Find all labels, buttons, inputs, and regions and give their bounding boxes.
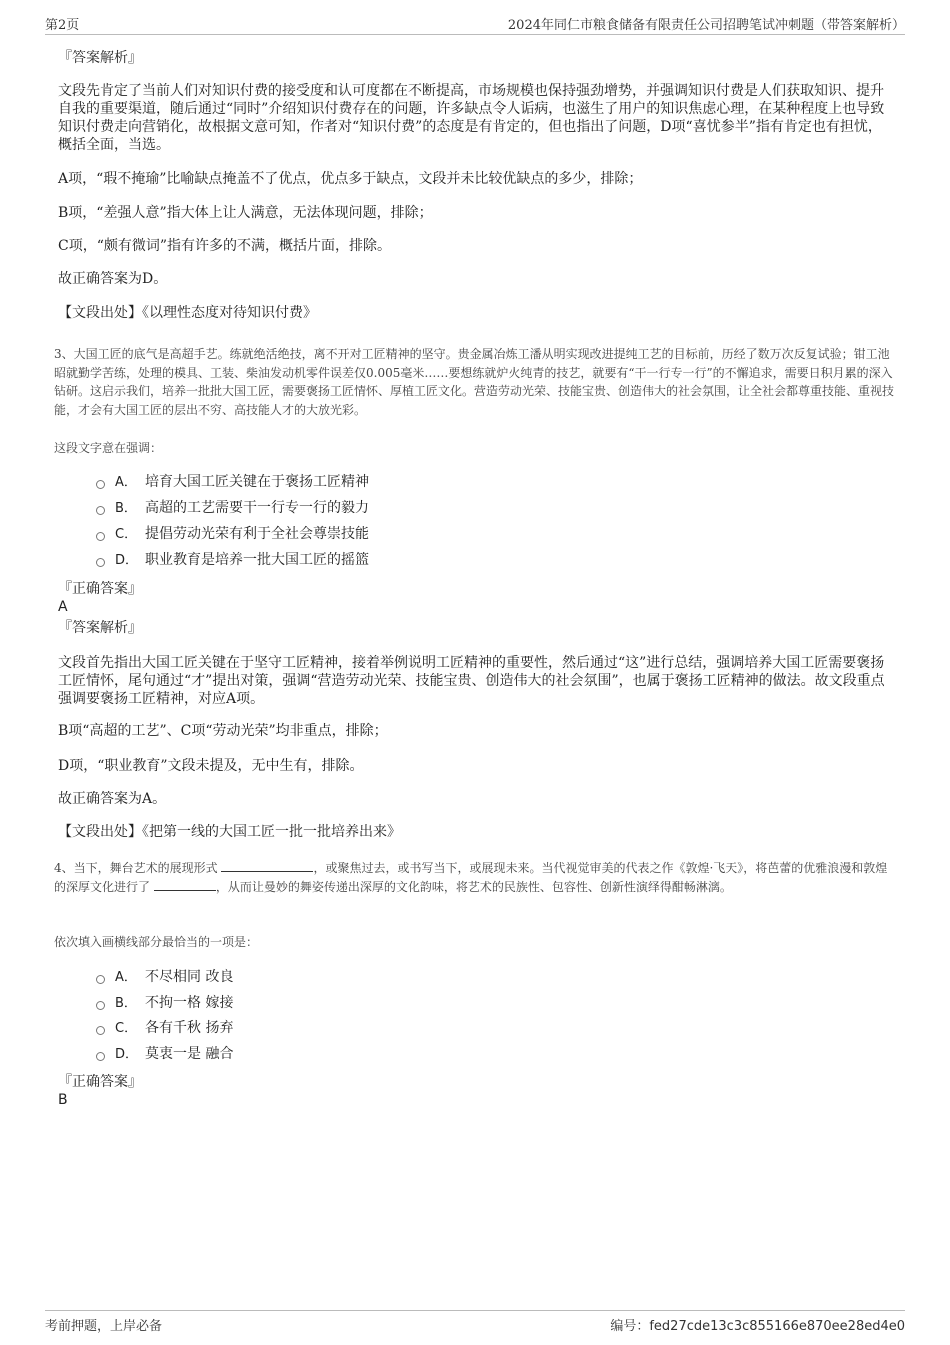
- q4-option-b[interactable]: B． 不拘一格 嫁接: [96, 994, 233, 1013]
- radio-icon[interactable]: [96, 480, 105, 489]
- q2-analysis-c: C项，“颇有微词”指有许多的不满，概括片面，排除。: [58, 238, 392, 254]
- q3-analysis-paragraph: 文段首先指出大国工匠关键在于坚守工匠精神，接着举例说明工匠精神的重要性，然后通过“这”进行总结，强调培养大国工匠需要褒扬工匠情怀，尾句通过“才”提出对策，强调“营造劳动光荣、技能宝贵、创造伟大的社会氛围”，也属于褒扬工匠精神的做法。故文段重点强调要褒扬工匠精神，对应A项。: [58, 655, 885, 707]
- q3-source: 【文段出处】《把第一线的大国工匠一批一批培养出来》: [58, 824, 401, 840]
- page-footer: [45, 1310, 905, 1335]
- footer-slogan: 考前押题，上岸必备: [45, 1319, 163, 1334]
- q2-source: 【文段出处】《以理性态度对待知识付费》: [58, 305, 317, 321]
- q3-option-c[interactable]: C． 提倡劳动光荣有利于全社会尊崇技能: [96, 525, 369, 544]
- q3-conclusion: 故正确答案为A。: [58, 791, 167, 807]
- q3-analysis-d: D项，“职业教育”文段未提及，无中生有，排除。: [58, 758, 364, 774]
- radio-icon[interactable]: [96, 558, 105, 567]
- q4-option-c[interactable]: C． 各有千秋 扬弃: [96, 1019, 233, 1038]
- document-title: 2024年同仁市粮食储备有限责任公司招聘笔试冲刺题（带答案解析）: [507, 18, 905, 33]
- q4-answer: B: [58, 1092, 68, 1108]
- q3-answer-label: 『正确答案』: [58, 581, 142, 597]
- radio-icon[interactable]: [96, 1001, 105, 1010]
- q3-answer: A: [58, 599, 68, 615]
- q3-option-a[interactable]: A． 培育大国工匠关键在于褒扬工匠精神: [96, 473, 369, 492]
- fill-blank-2[interactable]: [154, 878, 216, 891]
- page-number: 第2页: [45, 18, 80, 33]
- page-header: [45, 14, 905, 35]
- q3-analysis-label: 『答案解析』: [58, 620, 142, 636]
- q4-question: 依次填入画横线部分最恰当的一项是：: [54, 935, 259, 949]
- radio-icon[interactable]: [96, 506, 105, 515]
- radio-icon[interactable]: [96, 1026, 105, 1035]
- q3-stem: 3、大国工匠的底气是高超手艺。练就绝活绝技，离不开对工匠精神的坚守。贵金属冶炼工潘从明实现改进提纯工艺的目标前，历经了数万次反复试验；钳工池昭就勤学苦练，处理的模具、工装、柴油发动机零件误差仅0.005毫米……要想练就炉火纯青的技艺，就要有“干一行专一行”的不懈追求，需要日积月累的深入钻研。这启示我们，培养一批批大国工匠，需要褒扬工匠情怀、厚植工匠文化。营造劳动光荣、技能宝贵、创造伟大的社会氛围，让全社会都尊重技能、重视技能，才会有大国工匠的层出不穷、高技能人才的大放光彩。: [54, 347, 895, 417]
- q4-option-d[interactable]: D． 莫衷一是 融合: [96, 1045, 233, 1064]
- q2-analysis-a: A项，“瑕不掩瑜”比喻缺点掩盖不了优点，优点多于缺点，文段并未比较优缺点的多少，排除；: [58, 171, 643, 187]
- q4-stem: 4、当下，舞台艺术的展现形式 ，或聚焦过去，或书写当下，或展现未来。当代视觉审美的代表之作《敦煌·飞天》，将芭蕾的优雅浪漫和敦煌的深厚文化进行了 ，从而让曼妙的舞姿传递出深厚的文化韵味，将艺术的民族性、包容性、创新性演绎得酣畅淋漓。: [54, 861, 888, 894]
- footer-code: 编号：fed27cde13c3c855166e870ee28ed4e0: [610, 1319, 905, 1334]
- radio-icon[interactable]: [96, 1052, 105, 1061]
- q4-option-a[interactable]: A． 不尽相同 改良: [96, 968, 233, 987]
- q2-conclusion: 故正确答案为D。: [58, 271, 168, 287]
- radio-icon[interactable]: [96, 975, 105, 984]
- q3-question: 这段文字意在强调：: [54, 441, 163, 455]
- q2-analysis-paragraph: 文段先肯定了当前人们对知识付费的接受度和认可度都在不断提高，市场规模也保持强劲增势，并强调知识付费是人们获取知识、提升自我的重要渠道，随后通过“同时”介绍知识付费存在的问题，许多缺点令人诟病，也滋生了用户的知识焦虑心理，在某种程度上也导致知识付费走向营销化，故根据文意可知，作者对“知识付费”的态度是有肯定的，但也指出了问题，D项“喜忧参半”指有肯定也有担忧，概括全面，当选。: [58, 83, 885, 153]
- q3-option-b[interactable]: B． 高超的工艺需要干一行专一行的毅力: [96, 499, 369, 518]
- q4-answer-label: 『正确答案』: [58, 1074, 142, 1090]
- radio-icon[interactable]: [96, 532, 105, 541]
- q3-analysis-bc: B项“高超的工艺”、C项“劳动光荣”均非重点，排除；: [58, 723, 388, 739]
- q3-option-d[interactable]: D． 职业教育是培养一批大国工匠的摇篮: [96, 551, 369, 570]
- q2-analysis-b: B项，“差强人意”指大体上让人满意，无法体现问题，排除；: [58, 205, 433, 221]
- q2-analysis-label: 『答案解析』: [58, 50, 142, 66]
- fill-blank-1[interactable]: [221, 859, 313, 872]
